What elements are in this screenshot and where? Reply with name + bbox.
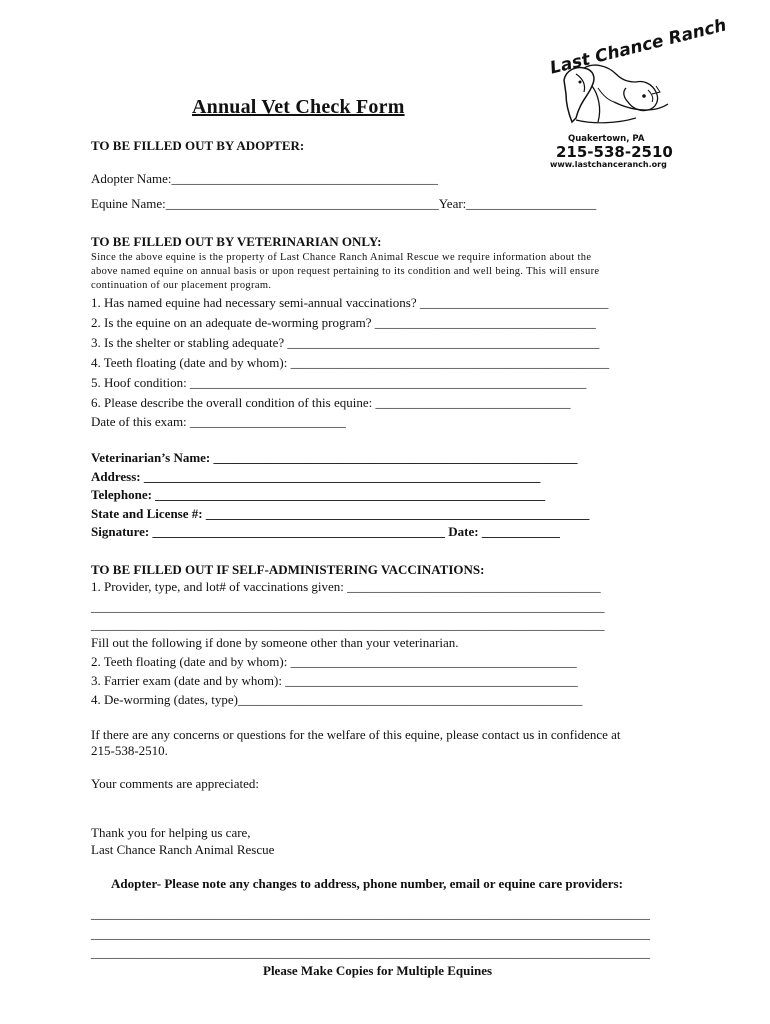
thanks-line: Thank you for helping us care, — [91, 825, 251, 840]
self-teeth-floating-field[interactable]: 2. Teeth floating (date and by whom): ____________________________________________ — [91, 654, 577, 669]
adopter-section-heading: TO BE FILLED OUT BY ADOPTER: — [91, 138, 305, 153]
vet-section-heading: TO BE FILLED OUT BY VETERINARIAN ONLY: — [91, 234, 382, 249]
comments-label: Your comments are appreciated: — [91, 776, 259, 791]
vet-signature-date-field[interactable]: Signature: _____________________________________________ Date: ____________ — [91, 524, 560, 539]
changes-blank-line[interactable]: ______________________________________________________________________________________ — [91, 945, 650, 960]
logo-phone: 215-538-2510 — [556, 143, 673, 161]
overall-condition-question[interactable]: 6. Please describe the overall condition of this equine: ______________________________ — [91, 395, 571, 410]
provider-lot-blank-line[interactable]: _______________________________________________________________________________ — [91, 617, 605, 632]
deworming-question[interactable]: 2. Is the equine on an adequate de-worming program? __________________________________ — [91, 315, 596, 330]
adopter-change-note: Adopter- Please note any changes to address, phone number, email or equine care providers: — [111, 876, 623, 891]
vet-name-field[interactable]: Veterinarian’s Name: ________________________________________________________ — [91, 450, 578, 465]
self-admin-section-heading: TO BE FILLED OUT IF SELF-ADMINISTERING VACCINATIONS: — [91, 562, 485, 577]
shelter-question[interactable]: 3. Is the shelter or stabling adequate? ________________________________________________ — [91, 335, 600, 350]
exam-date-field[interactable]: Date of this exam: ________________________ — [91, 414, 346, 429]
footer-note: Please Make Copies for Multiple Equines — [263, 963, 493, 978]
concerns-text: If there are any concerns or questions for the welfare of this equine, please contact us in confidence at — [91, 727, 621, 742]
vet-telephone-field[interactable]: Telephone: ____________________________________________________________ — [91, 487, 546, 502]
deworming-dates-field[interactable]: 4. De-worming (dates, type)_____________________________________________________ — [91, 692, 583, 707]
vet-address-field[interactable]: Address: _____________________________________________________________ — [91, 469, 541, 484]
hoof-condition-question[interactable]: 5. Hoof condition: _____________________________________________________________ — [91, 375, 587, 390]
provider-lot-field[interactable]: 1. Provider, type, and lot# of vaccinations given: _______________________________________ — [91, 579, 601, 594]
teeth-floating-question[interactable]: 4. Teeth floating (date and by whom): _________________________________________________ — [91, 355, 610, 370]
vaccinations-question[interactable]: 1. Has named equine had necessary semi-annual vaccinations? _____________________________ — [91, 295, 609, 310]
logo-website: www.lastchanceranch.org — [550, 160, 667, 169]
concerns-phone: 215-538-2510. — [91, 743, 168, 758]
provider-lot-blank-line[interactable]: _______________________________________________________________________________ — [91, 599, 605, 614]
vet-license-field[interactable]: State and License #: ___________________________________________________________ — [91, 506, 590, 521]
vet-intro-line: Since the above equine is the property of Last Chance Ranch Animal Rescue we require information about the — [91, 252, 592, 263]
equine-name-year-field[interactable]: Equine Name:__________________________________________Year:____________________ — [91, 196, 597, 211]
changes-blank-line[interactable]: ______________________________________________________________________________________ — [91, 906, 650, 921]
vet-intro-line: continuation of our placement program. — [91, 280, 272, 291]
adopter-name-field[interactable]: Adopter Name:_________________________________________ — [91, 171, 439, 186]
vet-intro-line: above named equine on annual basis or upon request pertaining to its condition and well being. This will ensure — [91, 266, 600, 277]
ranch-logo — [536, 15, 729, 172]
thanks-signature: Last Chance Ranch Animal Rescue — [91, 842, 275, 857]
logo-wordmark: Last Chance Ranch — [548, 15, 729, 79]
other-provider-instruction: Fill out the following if done by someone other than your veterinarian. — [91, 635, 459, 650]
logo-location: Quakertown, PA — [568, 134, 645, 144]
changes-blank-line[interactable]: ______________________________________________________________________________________ — [91, 926, 650, 941]
farrier-exam-field[interactable]: 3. Farrier exam (date and by whom): _____________________________________________ — [91, 673, 578, 688]
form-title: Annual Vet Check Form — [192, 96, 405, 118]
